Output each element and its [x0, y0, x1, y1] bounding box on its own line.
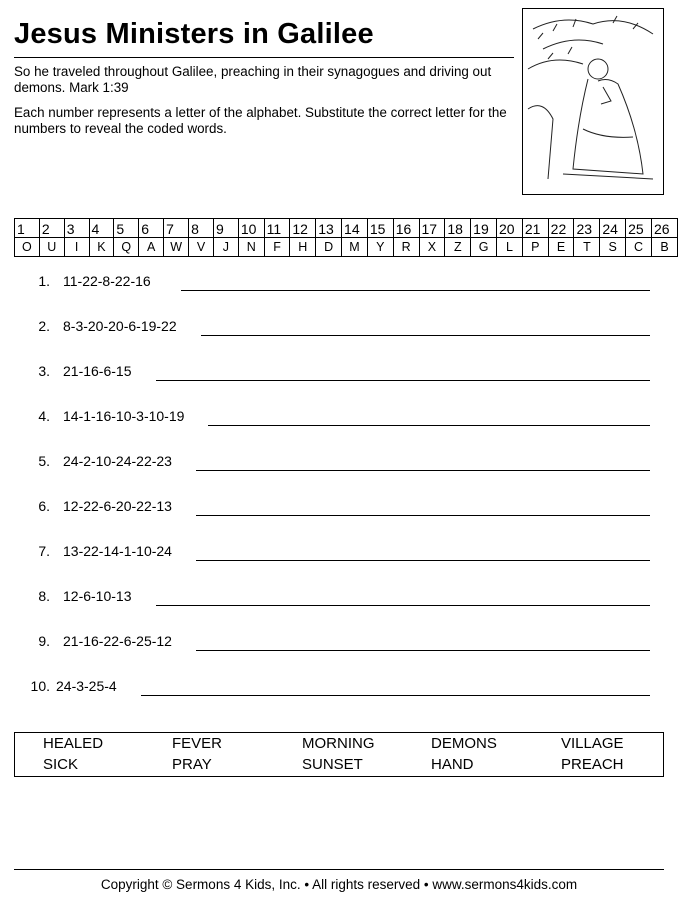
- cipher-number: 17: [419, 219, 445, 238]
- cipher-letter: N: [238, 238, 264, 257]
- question-number: 8.: [38, 588, 50, 604]
- cipher-letter: S: [600, 238, 626, 257]
- coded-word: 24-2-10-24-22-23: [63, 453, 172, 469]
- cipher-number: 26: [651, 219, 677, 238]
- cipher-number: 22: [548, 219, 574, 238]
- question-row: [14, 588, 650, 604]
- cipher-letter: K: [89, 238, 114, 257]
- cipher-number: 9: [214, 219, 239, 238]
- coded-word: 12-22-6-20-22-13: [63, 498, 172, 514]
- answer-line[interactable]: [201, 334, 650, 336]
- cipher-letter: Q: [114, 238, 139, 257]
- cipher-letter: V: [189, 238, 214, 257]
- question-number: 6.: [38, 498, 50, 514]
- cipher-letter: B: [651, 238, 677, 257]
- cipher-letter: X: [419, 238, 445, 257]
- cipher-letter: W: [164, 238, 189, 257]
- question-row: [14, 678, 650, 694]
- cipher-letter: H: [290, 238, 316, 257]
- coded-word: 21-16-6-15: [63, 363, 132, 379]
- question-row: [14, 543, 650, 559]
- answer-line[interactable]: [196, 469, 650, 471]
- cipher-letter: E: [548, 238, 574, 257]
- cipher-number: 3: [64, 219, 89, 238]
- instructions-text: Each number represents a letter of the alphabet. Substitute the correct letter for the numbers to reveal the coded words.: [14, 105, 507, 136]
- answer-line[interactable]: [196, 559, 650, 561]
- cipher-number: 21: [522, 219, 548, 238]
- question-number: 3.: [38, 363, 50, 379]
- cipher-number: 23: [574, 219, 600, 238]
- question-row: [14, 633, 650, 649]
- answer-line[interactable]: [196, 514, 650, 516]
- cipher-number: 25: [626, 219, 652, 238]
- answer-line[interactable]: [181, 289, 650, 291]
- cipher-letter: Y: [367, 238, 393, 257]
- coded-word: 13-22-14-1-10-24: [63, 543, 172, 559]
- cipher-letter: O: [15, 238, 40, 257]
- question-number: 10.: [30, 678, 50, 694]
- copyright-footer: Copyright © Sermons 4 Kids, Inc. • All rights reserved • www.sermons4kids.com: [100, 877, 578, 892]
- coded-word: 14-1-16-10-3-10-19: [63, 408, 185, 424]
- word-bank-word: MORNING: [302, 735, 375, 752]
- cipher-number: 11: [264, 219, 290, 238]
- word-bank-word: VILLAGE: [561, 735, 624, 752]
- footer-divider: [14, 869, 664, 870]
- cipher-number: 13: [316, 219, 342, 238]
- coded-word: 24-3-25-4: [56, 678, 117, 694]
- question-number: 9.: [38, 633, 50, 649]
- coded-word: 11-22-8-22-16: [63, 273, 151, 289]
- cipher-letter: A: [139, 238, 164, 257]
- question-row: [14, 363, 650, 379]
- cipher-letter: F: [264, 238, 290, 257]
- verse-text: So he traveled throughout Galilee, preaching in their synagogues and driving out demons. Mark 1:39: [14, 64, 492, 95]
- cipher-number: 24: [600, 219, 626, 238]
- coded-word: 21-16-22-6-25-12: [63, 633, 172, 649]
- cipher-letter: I: [64, 238, 89, 257]
- cipher-number: 5: [114, 219, 139, 238]
- cipher-letter: P: [522, 238, 548, 257]
- cipher-letter: D: [316, 238, 342, 257]
- answer-line[interactable]: [208, 424, 650, 426]
- question-number: 2.: [38, 318, 50, 334]
- word-bank-word: PRAY: [172, 756, 212, 773]
- jesus-praying-illustration: [522, 8, 664, 195]
- cipher-letter: J: [214, 238, 239, 257]
- word-bank-word: SUNSET: [302, 756, 363, 773]
- word-bank-word: FEVER: [172, 735, 223, 752]
- cipher-letter: G: [471, 238, 497, 257]
- word-bank-word: SICK: [43, 756, 79, 773]
- cipher-number: 10: [238, 219, 264, 238]
- cipher-number: 7: [164, 219, 189, 238]
- cipher-letter: U: [39, 238, 64, 257]
- question-row: [14, 453, 650, 469]
- answer-line[interactable]: [141, 694, 650, 696]
- cipher-key-table: [14, 218, 678, 257]
- question-row: [14, 318, 650, 334]
- word-bank-word: PREACH: [561, 756, 624, 773]
- cipher-number: 19: [471, 219, 497, 238]
- question-row: [14, 273, 650, 289]
- cipher-number: 1: [15, 219, 40, 238]
- answer-line[interactable]: [156, 379, 651, 381]
- question-row: [14, 408, 650, 424]
- question-number: 4.: [38, 408, 50, 424]
- word-bank-word: HAND: [431, 756, 474, 773]
- cipher-number: 14: [342, 219, 368, 238]
- answer-line[interactable]: [156, 604, 651, 606]
- cipher-number: 4: [89, 219, 114, 238]
- cipher-number: 2: [39, 219, 64, 238]
- cipher-number: 15: [367, 219, 393, 238]
- answer-line[interactable]: [196, 649, 650, 651]
- coded-word: 8-3-20-20-6-19-22: [63, 318, 177, 334]
- cipher-letter: Z: [445, 238, 471, 257]
- cipher-number: 20: [497, 219, 523, 238]
- word-bank-word: DEMONS: [431, 735, 497, 752]
- cipher-number: 8: [189, 219, 214, 238]
- page-title: Jesus Ministers in Galilee: [14, 18, 374, 50]
- cipher-number: 12: [290, 219, 316, 238]
- coded-word: 12-6-10-13: [63, 588, 132, 604]
- question-number: 1.: [38, 273, 50, 289]
- cipher-letter: T: [574, 238, 600, 257]
- word-bank-word: HEALED: [43, 735, 104, 752]
- question-number: 7.: [38, 543, 50, 559]
- word-bank: [14, 732, 664, 777]
- question-row: [14, 498, 650, 514]
- cipher-letter: R: [393, 238, 419, 257]
- cipher-number: 6: [139, 219, 164, 238]
- cipher-number: 16: [393, 219, 419, 238]
- cipher-letter: L: [497, 238, 523, 257]
- question-number: 5.: [38, 453, 50, 469]
- cipher-number: 18: [445, 219, 471, 238]
- cipher-letter: C: [626, 238, 652, 257]
- title-divider: [14, 57, 514, 58]
- cipher-letter: M: [342, 238, 368, 257]
